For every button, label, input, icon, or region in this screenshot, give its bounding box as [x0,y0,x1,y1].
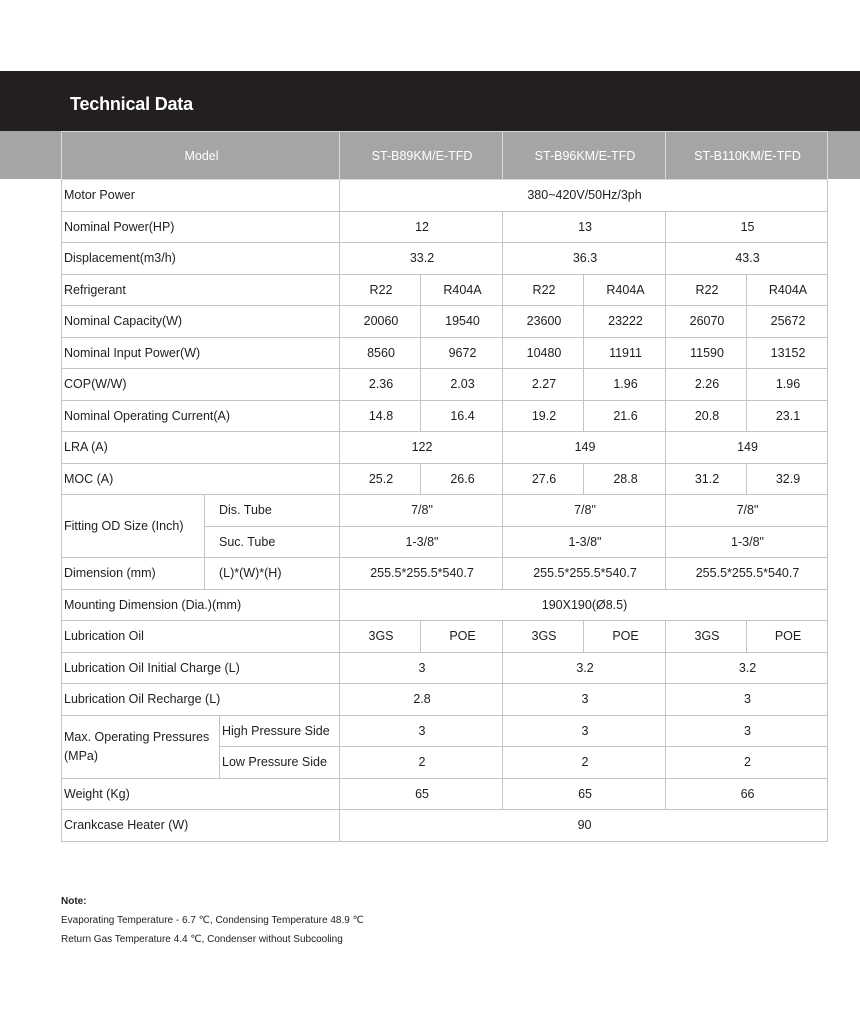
table-cell: 21.6 [584,400,666,432]
table-cell: 7/8" [666,495,828,527]
table-cell: POE [421,621,503,653]
table-cell: 65 [503,778,666,810]
table-row [62,274,828,306]
table-cell: 255.5*255.5*540.7 [503,558,666,590]
row-label: Nominal Operating Current(A) [62,400,340,432]
row-label: Lubrication Oil Initial Charge (L) [62,652,340,684]
note-line: Return Gas Temperature 4.4 ℃, Condenser without Subcooling [61,934,343,945]
sub-label: (L)*(W)*(H) [205,558,340,590]
table-cell: 1-3/8" [666,526,828,558]
table-cell: 3 [503,684,666,716]
table-cell: 23222 [584,306,666,338]
table-cell: 27.6 [503,463,584,495]
table-cell: R22 [666,274,747,306]
note-line: Evaporating Temperature - 6.7 ℃, Condensing Temperature 48.9 ℃ [61,915,364,926]
table-cell: 20.8 [666,400,747,432]
table-cell: POE [747,621,828,653]
table-cell: 149 [503,432,666,464]
title-bar [0,71,860,131]
table-row [62,243,828,275]
table-cell: 28.8 [584,463,666,495]
table-cell: R22 [503,274,584,306]
table-row [62,810,828,842]
table-row [62,589,828,621]
row-label: Motor Power [62,180,340,212]
table-cell: 1-3/8" [503,526,666,558]
row-label: Weight (Kg) [62,778,340,810]
table-cell: 3 [666,684,828,716]
notes-title: Note: [61,896,87,907]
table-cell: R404A [421,274,503,306]
row-label: LRA (A) [62,432,340,464]
table-cell: 3.2 [503,652,666,684]
table-row [62,463,828,495]
table-cell: 43.3 [666,243,828,275]
table-cell: 2.8 [340,684,503,716]
table-cell: 13 [503,211,666,243]
table-row [62,306,828,338]
table-row [62,652,828,684]
table-cell: 7/8" [503,495,666,527]
table-cell: 3GS [503,621,584,653]
technical-data-table [61,131,828,842]
table-cell: 23600 [503,306,584,338]
table-cell: 32.9 [747,463,828,495]
table-cell: 7/8" [340,495,503,527]
row-label: Nominal Power(HP) [62,211,340,243]
table-cell: 10480 [503,337,584,369]
row-label: COP(W/W) [62,369,340,401]
table-header-row [62,132,828,180]
table-row [62,558,828,590]
table-cell: 19.2 [503,400,584,432]
table-cell: 25672 [747,306,828,338]
table-cell: 25.2 [340,463,421,495]
sub-label: High Pressure Side [220,715,340,747]
table-cell: 2 [503,747,666,779]
row-label: MOC (A) [62,463,340,495]
table-cell: 2.27 [503,369,584,401]
notes-section [61,892,364,949]
table-cell: 1.96 [584,369,666,401]
row-label: Dimension (mm) [62,558,205,590]
table-cell: 255.5*255.5*540.7 [340,558,503,590]
table-row [62,432,828,464]
table-row [62,684,828,716]
table-cell: 3GS [340,621,421,653]
table-cell: 23.1 [747,400,828,432]
table-row [62,400,828,432]
page-title: Technical Data [70,94,193,114]
table-cell: 33.2 [340,243,503,275]
row-label: Lubrication Oil Recharge (L) [62,684,340,716]
model-header-3: ST-B110KM/E-TFD [666,132,828,180]
table-row [62,211,828,243]
row-label: Fitting OD Size (Inch) [62,495,205,558]
row-label: Mounting Dimension (Dia.)(mm) [62,589,340,621]
table-cell: 122 [340,432,503,464]
table-cell: 2.26 [666,369,747,401]
table-cell: 65 [340,778,503,810]
row-label: Lubrication Oil [62,621,340,653]
sub-label: Suc. Tube [205,526,340,558]
table-row [62,778,828,810]
table-cell: 26.6 [421,463,503,495]
table-row [62,337,828,369]
table-cell: R22 [340,274,421,306]
table-cell: 12 [340,211,503,243]
table-cell: 3 [340,652,503,684]
model-header: Model [62,132,340,180]
table-cell: R404A [584,274,666,306]
model-header-2: ST-B96KM/E-TFD [503,132,666,180]
table-cell: 3 [503,715,666,747]
table-row [62,715,828,747]
table-cell: 20060 [340,306,421,338]
table-row [62,180,828,212]
table-cell: 190X190(Ø8.5) [340,589,828,621]
row-label: Nominal Input Power(W) [62,337,340,369]
sub-label: Dis. Tube [205,495,340,527]
table-cell: 3 [666,715,828,747]
table-cell: 149 [666,432,828,464]
table-cell: 1-3/8" [340,526,503,558]
table-row [62,621,828,653]
row-label: Displacement(m3/h) [62,243,340,275]
table-cell: 31.2 [666,463,747,495]
table-cell: 8560 [340,337,421,369]
table-cell: 26070 [666,306,747,338]
table-cell: 380~420V/50Hz/3ph [340,180,828,212]
table-cell: 9672 [421,337,503,369]
table-cell: 3 [340,715,503,747]
table-row [62,495,828,527]
row-label: Nominal Capacity(W) [62,306,340,338]
table-cell: POE [584,621,666,653]
table-cell: 3.2 [666,652,828,684]
table-cell: 66 [666,778,828,810]
row-label: Refrigerant [62,274,340,306]
row-label: Crankcase Heater (W) [62,810,340,842]
table-cell: 255.5*255.5*540.7 [666,558,828,590]
table-cell: 90 [340,810,828,842]
table-cell: 15 [666,211,828,243]
table-cell: 14.8 [340,400,421,432]
table-cell: 11590 [666,337,747,369]
row-label: Max. Operating Pressures (MPa) [62,715,220,778]
table-cell: 2.03 [421,369,503,401]
table-cell: R404A [747,274,828,306]
table-cell: 3GS [666,621,747,653]
table-row [62,369,828,401]
table-cell: 19540 [421,306,503,338]
model-header-1: ST-B89KM/E-TFD [340,132,503,180]
table-cell: 36.3 [503,243,666,275]
table-cell: 2 [666,747,828,779]
table-cell: 2 [340,747,503,779]
table-cell: 1.96 [747,369,828,401]
table-cell: 2.36 [340,369,421,401]
table-cell: 11911 [584,337,666,369]
table-cell: 13152 [747,337,828,369]
sub-label: Low Pressure Side [220,747,340,779]
table-cell: 16.4 [421,400,503,432]
